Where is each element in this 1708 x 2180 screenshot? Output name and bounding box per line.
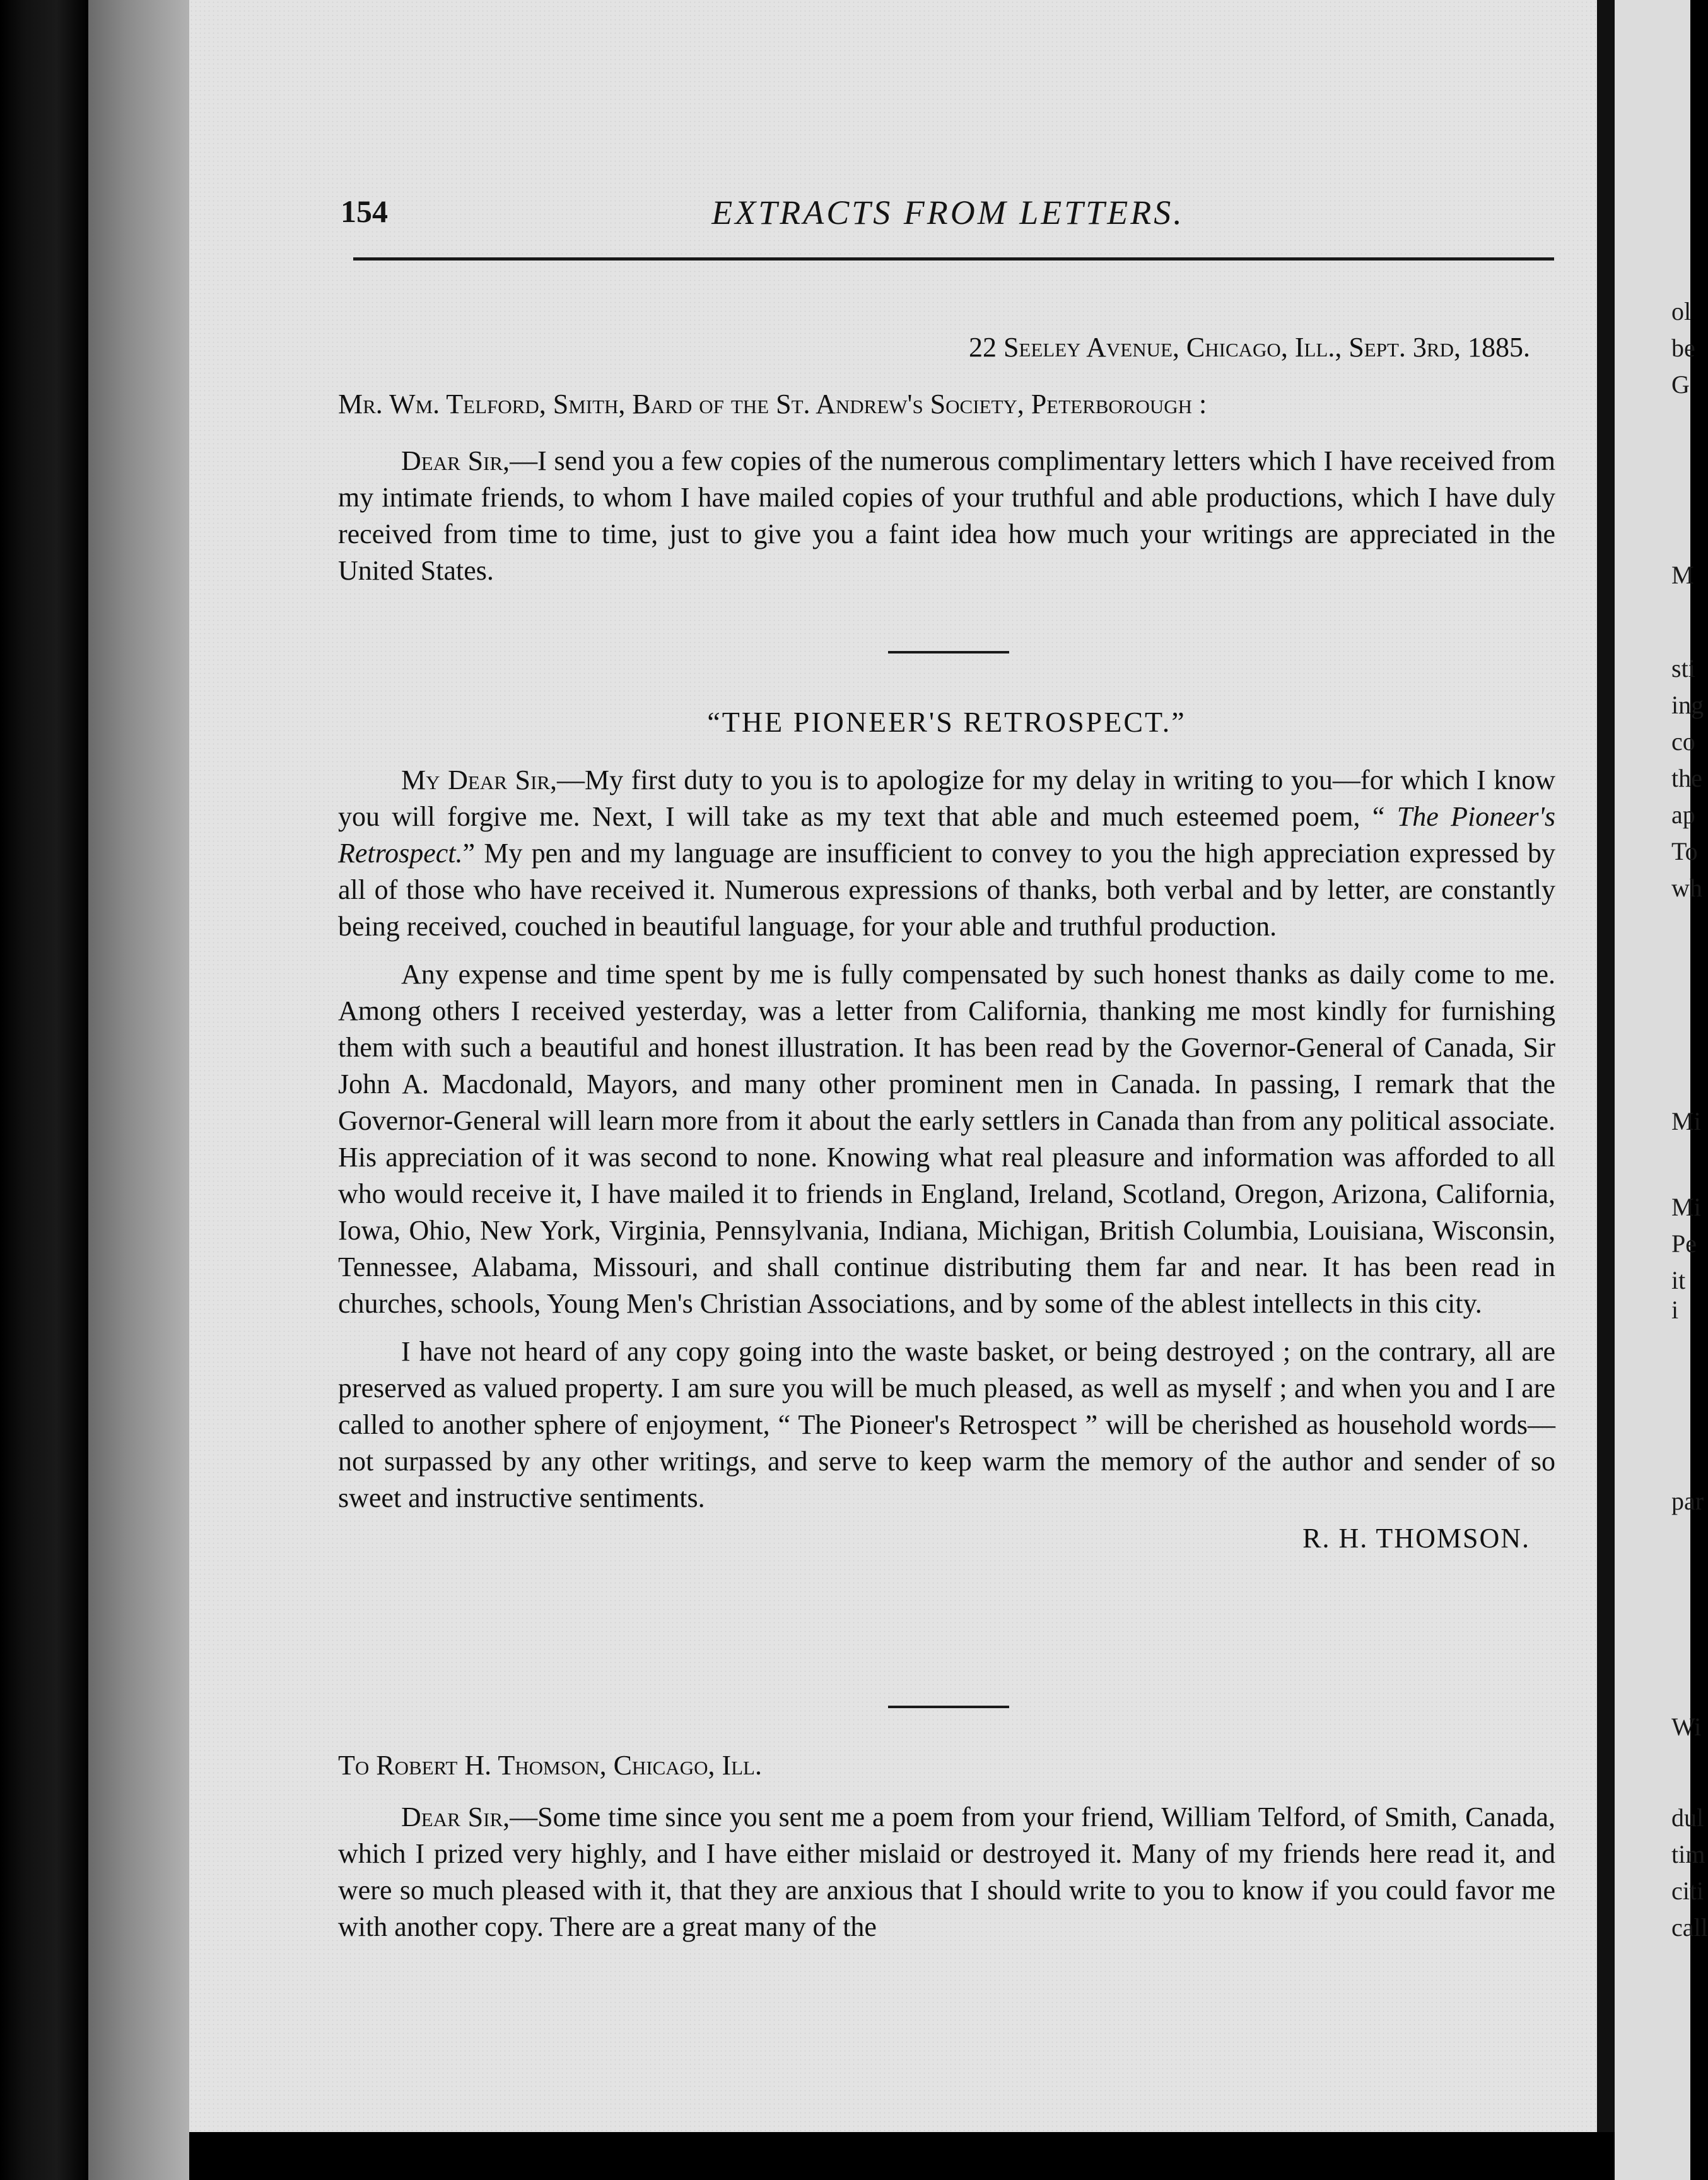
- letter-body: —I send you a few copies of the numerous complimentary letters which I have received from my intimate friends, to whom I have mailed copies of your truthful and able productions, which I have duly received from time to time, just to give you a faint idea how much your writings are appreciated in the United States.: [338, 445, 1555, 586]
- paragraph-text: —My first duty to you is to apologize for my delay in writing to you—for which I know you will forgive me. Next, I will take as my text that able and much esteemed poem, “: [338, 765, 1555, 832]
- adjacent-page-fragment: the: [1671, 764, 1702, 792]
- adjacent-page-fragment: ol: [1671, 297, 1692, 325]
- adjacent-page-fragment: be: [1671, 334, 1695, 362]
- letter2-recipient: [338, 1747, 1555, 1784]
- salutation: My Dear Sir,: [401, 765, 557, 795]
- letter-body: —Some time since you sent me a poem from your friend, William Telford, of Smith, Canada, which I prized very highly, and I have either mislaid or destroyed it. Many of my friends here read it, and were so much pleased with it, that they are anxious that I should write to you to know if you could favor me with another copy. There are a great many of the: [338, 1802, 1556, 1942]
- recipient-line: To Robert H. Thomson, Chicago, Ill.: [338, 1750, 762, 1781]
- adjacent-page-fragment: To: [1671, 837, 1698, 865]
- adjacent-page-fragment: dul: [1671, 1803, 1704, 1832]
- section-heading: “THE PIONEER'S RETROSPECT.”: [707, 706, 1186, 738]
- adjacent-page-fragment: ap: [1671, 800, 1695, 829]
- paragraph: I have not heard of any copy going into the waste basket, or being destroyed ; on the contrary, all are preserved as valued property. I am sure you will be much pleased, as well as myself ; and when you and I are called to another sphere of enjoyment, “ The Pioneer's Retrospect ” will be cherished as household words—not surpassed by any other writings, and serve to keep warm the memory of the author and sender of so sweet and instructive sentiments.: [338, 1336, 1555, 1513]
- scan-bottom-edge: [189, 2132, 1615, 2180]
- book-binding-edge: [88, 0, 202, 2180]
- letter-paragraph: [338, 1799, 1555, 1945]
- section-divider: [888, 1706, 1009, 1708]
- header-rule: [353, 257, 1554, 261]
- paragraph: Any expense and time spent by me is fully compensated by such honest thanks as daily come to me. Among others I received yesterday, was a letter from California, thanking me most kindly for furnishing them with such a beautiful and honest illustration. It has been read by the Governor-General of Canada, Sir John A. Macdonald, Mayors, and many other prominent men in Canada. In passing, I remark that the Governor-General will learn more from it about the early settlers in Canada than from any political associate. His appreciation of it was second to none. Knowing what real pleasure and information was afforded to all who would receive it, I have mailed it to friends in England, Ireland, Scotland, Oregon, Arizona, California, Iowa, Ohio, New York, Virginia, Pennsylvania, Indiana, Michigan, British Columbia, Louisiana, Wisconsin, Tennessee, Alabama, Missouri, and shall continue distributing them far and near. It has been read in churches, schools, Young Men's Christian Associations, and by some of the ablest intellects in this city.: [338, 959, 1555, 1319]
- salutation: Dear Sir,: [401, 445, 510, 476]
- adjacent-page-fragment: Mi: [1671, 1107, 1701, 1135]
- adjacent-page-fragment: G: [1671, 370, 1690, 399]
- page-number: 154: [341, 194, 388, 229]
- adjacent-page-fragment: M: [1671, 561, 1694, 589]
- signature: R. H. THOMSON.: [1302, 1523, 1530, 1554]
- adjacent-page-fragment: citi: [1671, 1877, 1704, 1905]
- paragraph-text: ” My pen and my language are insufficient to convey to you the high appreciation expressed by all of those who have received it. Numerous expressions of thanks, both verbal and by letter, are constantly being received, couched in beautiful language, for your able and truthful production.: [338, 838, 1555, 942]
- scan-background: [0, 0, 88, 2180]
- adjacent-page-fragment: call: [1671, 1913, 1708, 1942]
- letter-paragraph: [338, 443, 1555, 589]
- section-divider: [888, 651, 1009, 653]
- running-title: EXTRACTS FROM LETTERS.: [711, 194, 1184, 231]
- poem-title: The Pioneer's Retrospect.: [338, 801, 1555, 869]
- adjacent-page-fragment: tim: [1671, 1840, 1705, 1868]
- page-header: [341, 193, 1555, 262]
- section-body: [338, 762, 1555, 1557]
- adjacent-page-fragment: Wi: [1671, 1713, 1702, 1741]
- adjacent-page-fragment: it i: [1671, 1266, 1686, 1324]
- adjacent-page-fragment: wh: [1671, 874, 1702, 902]
- adjacent-page-fragment: sti: [1671, 654, 1695, 683]
- paragraph: [338, 762, 1555, 945]
- dateline: 22 Seeley Avenue, Chicago, Ill., Sept. 3rd, 1885.: [968, 332, 1530, 363]
- adjacent-page-fragment: par: [1671, 1487, 1704, 1515]
- adjacent-page-fragment: ing: [1671, 691, 1704, 719]
- adjacent-page-fragment: co: [1671, 727, 1695, 756]
- adjacent-page-fragment: Mi: [1671, 1193, 1701, 1221]
- salutation: Dear Sir,: [401, 1802, 510, 1832]
- adjacent-page-fragment: Pe: [1671, 1229, 1697, 1258]
- recipient-line: Mr. Wm. Telford, Smith, Bard of the St. Andrew's Society, Peterborough :: [338, 389, 1207, 419]
